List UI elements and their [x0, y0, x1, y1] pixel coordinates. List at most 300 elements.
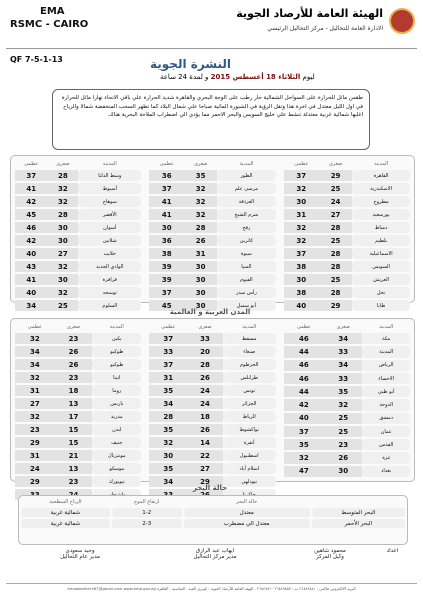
city-row — [15, 476, 141, 487]
temp-min: 27 — [48, 248, 79, 259]
temp-max: 36 — [149, 235, 184, 246]
city-row — [149, 346, 275, 357]
city-row — [284, 439, 410, 450]
temp-min: 23 — [55, 476, 92, 487]
header-min: صغرى — [198, 324, 212, 330]
city-row — [284, 333, 410, 344]
city-row — [15, 196, 141, 207]
city-row — [284, 373, 410, 384]
header-city: المدينة — [109, 324, 124, 330]
city-name: مرسى علم — [217, 183, 276, 194]
city-name: مسقط — [223, 333, 276, 344]
city-row — [15, 398, 141, 409]
city-row — [284, 274, 410, 285]
city-name: فرافرة — [78, 274, 141, 285]
temp-min: 25 — [319, 235, 352, 246]
city-row — [15, 300, 141, 311]
city-row — [15, 437, 141, 448]
temp-min: 35 — [324, 386, 362, 397]
temp-max: 45 — [149, 300, 184, 311]
city-row — [15, 209, 141, 220]
sea-header-wave: ارتفاع الموج — [134, 499, 160, 505]
city-name: رفح — [217, 222, 276, 233]
temp-max: 32 — [15, 333, 55, 344]
temp-max: 33 — [149, 346, 187, 357]
temp-min: 25 — [324, 426, 362, 437]
date-value: الثلاثاء 18 أغسطس 2015 — [210, 73, 301, 81]
city-name: موسكو — [92, 463, 141, 474]
temp-max: 30 — [284, 274, 319, 285]
signature-name: ايهاب عبد الرازق — [195, 548, 235, 554]
city-row — [15, 411, 141, 422]
city-row — [284, 452, 410, 463]
temp-max: 32 — [15, 411, 55, 422]
sea-section-title: حالة البحر — [192, 484, 228, 492]
city-name: الرياض — [362, 360, 410, 371]
city-row — [149, 463, 275, 474]
ema-logo — [389, 8, 415, 34]
temp-max: 40 — [284, 300, 319, 311]
temp-max: 38 — [284, 287, 319, 298]
sea-area: البحر المتوسط — [312, 508, 405, 517]
temp-max: 46 — [284, 360, 325, 371]
temp-max: 23 — [15, 424, 55, 435]
city-name: العريش — [352, 274, 410, 285]
header-city: المدينة — [239, 161, 254, 167]
city-row — [284, 287, 410, 298]
city-name: الاحساء — [362, 373, 410, 384]
city-name: أسوان — [78, 222, 141, 233]
temp-max: 42 — [15, 235, 48, 246]
city-name: روما — [92, 385, 141, 396]
temp-min: 34 — [324, 360, 362, 371]
city-name: طابا — [352, 300, 410, 311]
temp-min: 25 — [319, 274, 352, 285]
signature-name: اعداد — [386, 548, 399, 554]
temp-min: 32 — [48, 261, 79, 272]
city-name: طوكيو — [92, 346, 141, 357]
city-row — [15, 235, 141, 246]
city-name: سيوة — [217, 248, 276, 259]
temp-min: 18 — [187, 411, 223, 422]
city-name: نيويورك — [92, 476, 141, 487]
header-city: المدينة — [379, 324, 394, 331]
header-city: المدينة — [102, 161, 117, 167]
signature-block — [40, 548, 120, 560]
city-row — [15, 372, 141, 383]
header-city: المدينة — [242, 324, 257, 330]
temp-max: 34 — [15, 346, 55, 357]
city-name: مونتريال — [92, 450, 141, 461]
temp-max: 39 — [149, 274, 184, 285]
temp-max: 35 — [149, 463, 187, 474]
city-row — [284, 170, 410, 181]
temp-min: 28 — [319, 261, 352, 272]
city-name: اثينا — [92, 372, 141, 383]
city-row — [149, 170, 275, 181]
temp-min: 28 — [48, 209, 79, 220]
sea-wind: شمالية غربية — [21, 519, 110, 528]
city-name: الاسماعيلية — [352, 248, 410, 259]
temp-max: 46 — [284, 333, 325, 344]
city-row — [284, 196, 410, 207]
temp-max: 34 — [15, 359, 55, 370]
signature-block — [375, 548, 410, 554]
signature-title: وكيل المركز — [316, 554, 344, 560]
temp-min: 15 — [55, 424, 92, 435]
city-name: شرم الشيخ — [217, 209, 276, 220]
temp-max: 37 — [149, 359, 187, 370]
temp-max: 47 — [284, 466, 325, 477]
temp-min: 14 — [187, 437, 223, 448]
city-name: أنقرة — [223, 437, 276, 448]
city-row — [15, 287, 141, 298]
temp-max: 37 — [149, 333, 187, 344]
city-row — [15, 183, 141, 194]
city-name: الاسكندرية — [352, 183, 410, 194]
footer-contact: emaweather567@gmail.com www.ema.gov.eg البريد الالكتروني فاكس : ٢٦٨٤٩٨٤١ ت : ٢٦٨٤٩٨٥٧ ٢٦٨٤٩٨٦٠ - الهيئة العامة للأرصاد الجوية - كوبري القبة - العباسية - القاهرة — [6, 583, 417, 591]
temp-max: 30 — [149, 222, 184, 233]
temp-max: 37 — [284, 170, 319, 181]
header-max: عظمى — [24, 161, 39, 167]
temp-max: 32 — [149, 437, 187, 448]
city-name: أبو ظبي — [362, 386, 410, 397]
temp-min: 26 — [324, 452, 362, 463]
city-row — [284, 346, 410, 357]
temp-min: 27 — [187, 463, 223, 474]
temp-min: 30 — [184, 287, 217, 298]
temp-min: 30 — [48, 235, 79, 246]
temp-min: 23 — [55, 333, 92, 344]
temp-max: 32 — [284, 452, 325, 463]
signature-title: مدير مركز التحاليل — [193, 554, 237, 560]
temp-min: 29 — [319, 300, 352, 311]
header-max: عظمى — [294, 161, 309, 167]
city-row — [149, 274, 275, 285]
temp-max: 28 — [149, 411, 187, 422]
city-name: القدس — [362, 439, 410, 450]
city-row — [284, 426, 410, 437]
temp-min: 23 — [324, 439, 362, 450]
city-temperature-table — [149, 158, 275, 313]
city-name: دمشق — [362, 413, 410, 424]
city-row — [149, 333, 275, 344]
temp-max: 41 — [149, 196, 184, 207]
sea-state: معتدل الي مضطرب — [184, 519, 310, 528]
temp-min: 28 — [319, 287, 352, 298]
temp-max: 46 — [15, 222, 48, 233]
temp-min: 34 — [324, 333, 362, 344]
forecast-text: طقس مائل للحرارة على السواحل الشمالية حار رطب على الوجة البحري والقاهرة شديد الحرارة علي باقي الانحاء نهارا مائل للحرارة في اول الليل معتدل في اخرة هذا وتقل الرؤية في الشبورة المائية صباحا علي شمال البلاد كما تظهر السحب المنخفضة شمالا والرياح اغلبها شمالية غربية معتدلة تنشط علي خليج السويس والبحر الاحمر مما يؤدي الي اضطراب الملاحة البحرية هناك. — [52, 89, 370, 150]
temp-min: 24 — [187, 385, 223, 396]
temp-max: 46 — [284, 373, 325, 384]
city-name: الرباط — [223, 411, 276, 422]
temp-max: 37 — [284, 248, 319, 259]
city-row — [149, 411, 275, 422]
city-name: دمياط — [352, 222, 410, 233]
temp-max: 37 — [284, 426, 325, 437]
form-code: QF 7-5-1-13 — [10, 55, 63, 64]
city-row — [149, 196, 275, 207]
bulletin-date — [160, 73, 315, 81]
sea-header-state: حالة البحر — [236, 499, 258, 505]
temp-max: 24 — [15, 463, 55, 474]
city-row — [284, 235, 410, 246]
city-name: الطور — [217, 170, 276, 181]
world-cities-panel — [10, 318, 415, 486]
temp-min: 25 — [48, 300, 79, 311]
sea-state-panel — [18, 495, 408, 545]
temp-max: 38 — [284, 261, 319, 272]
signature-name: وحيد سعودي — [65, 548, 95, 554]
city-row — [149, 248, 275, 259]
city-row — [15, 359, 141, 370]
city-row — [149, 209, 275, 220]
temp-max: 42 — [15, 196, 48, 207]
temp-min: 20 — [187, 346, 223, 357]
temp-min: 30 — [184, 261, 217, 272]
city-row — [15, 170, 141, 181]
city-name: بورسعيد — [352, 209, 410, 220]
temp-max: 31 — [15, 450, 55, 461]
city-name: وسط الدلتا — [78, 170, 141, 181]
temp-min: 24 — [319, 196, 352, 207]
city-temperature-table — [284, 321, 410, 479]
temp-min: 33 — [187, 333, 223, 344]
city-row — [15, 261, 141, 272]
city-row — [284, 261, 410, 272]
temp-max: 39 — [149, 261, 184, 272]
city-name: الجزائر — [223, 398, 276, 409]
temp-max: 34 — [15, 300, 48, 311]
temp-max: 44 — [284, 346, 325, 357]
temp-min: 30 — [48, 274, 79, 285]
temp-max: 40 — [15, 248, 48, 259]
sea-area: البحر الأحمر — [312, 519, 405, 528]
city-name: المنيا — [217, 261, 276, 272]
city-row — [149, 261, 275, 272]
sea-wave: 2-3 — [112, 519, 182, 528]
date-suffix: و لمدة 24 ساعة — [160, 73, 209, 81]
city-row — [15, 248, 141, 259]
temp-min: 33 — [324, 346, 362, 357]
temp-min: 21 — [55, 450, 92, 461]
temp-max: 32 — [284, 235, 319, 246]
city-name: المدينة — [362, 346, 410, 357]
city-name: كاترين — [217, 235, 276, 246]
temp-max: 29 — [15, 476, 55, 487]
temp-max: 34 — [149, 398, 187, 409]
temp-max: 27 — [15, 398, 55, 409]
city-name: بكين — [92, 333, 141, 344]
city-name: طرابلس — [223, 372, 276, 383]
city-row — [149, 222, 275, 233]
temp-max: 31 — [149, 372, 187, 383]
page-title: النشرة الجوية — [150, 57, 232, 71]
city-temperature-table — [15, 158, 141, 313]
city-row — [284, 183, 410, 194]
temp-min: 30 — [184, 274, 217, 285]
city-name: الفيوم — [217, 274, 276, 285]
date-prefix: ليوم — [302, 73, 315, 81]
world-section-title: المدن العربية و العالمية — [169, 308, 251, 316]
temp-min: 32 — [184, 183, 217, 194]
sea-header-area — [312, 498, 405, 506]
city-name: توسجه — [78, 287, 141, 298]
city-row — [284, 300, 410, 311]
city-name: الدوحة — [362, 399, 410, 410]
temp-max: 35 — [149, 385, 187, 396]
temp-max: 34 — [149, 476, 187, 487]
temp-max: 45 — [15, 209, 48, 220]
temp-max: 41 — [15, 183, 48, 194]
temp-min: 26 — [55, 359, 92, 370]
temp-min: 32 — [48, 287, 79, 298]
temp-max: 30 — [284, 196, 319, 207]
temp-max: 35 — [149, 424, 187, 435]
city-name: رأس سدر — [217, 287, 276, 298]
header-min: صغرى — [56, 161, 70, 167]
city-row — [15, 450, 141, 461]
temp-max: 42 — [284, 399, 325, 410]
city-name: مدريد — [92, 411, 141, 422]
city-temperature-table — [15, 321, 141, 502]
header-min: صغرى — [328, 161, 343, 167]
header-max: عظمى — [159, 161, 174, 167]
city-name: الأقصر — [78, 209, 141, 220]
temp-min: 24 — [187, 398, 223, 409]
city-row — [149, 359, 275, 370]
city-name: جنيف — [92, 437, 141, 448]
city-row — [284, 222, 410, 233]
egypt-cities-panel — [10, 155, 415, 310]
city-row — [15, 222, 141, 233]
city-name: الغردقة — [217, 196, 276, 207]
signature-block — [170, 548, 260, 560]
signature-name: محمود شاهين — [314, 548, 346, 554]
sea-row — [21, 508, 405, 517]
header-city: المدينة — [374, 161, 389, 167]
temp-min: 33 — [324, 373, 362, 384]
sea-header-wind: الرياح السطحية — [49, 499, 82, 505]
city-row — [15, 274, 141, 285]
header-max: عظمى — [27, 324, 42, 330]
temp-max: 38 — [149, 248, 184, 259]
city-name: مطروح — [352, 196, 410, 207]
city-row — [15, 385, 141, 396]
city-name: القاهرة — [352, 170, 410, 181]
temp-max: 36 — [149, 170, 184, 181]
city-temperature-table — [284, 158, 410, 313]
city-row — [15, 346, 141, 357]
city-name: السويس — [352, 261, 410, 272]
temp-min: 25 — [324, 413, 362, 424]
city-row — [149, 437, 275, 448]
temp-min: 27 — [319, 209, 352, 220]
city-row — [149, 372, 275, 383]
sea-state: معتدل — [184, 508, 310, 517]
city-row — [284, 466, 410, 477]
sea-wind: شمالية غربية — [21, 508, 110, 517]
temp-min: 26 — [55, 346, 92, 357]
temp-min: 28 — [48, 170, 79, 181]
signature-title: مدير عام التحاليل — [60, 554, 100, 560]
temp-max: 37 — [149, 287, 184, 298]
city-name: الوادي الجديد — [78, 261, 141, 272]
city-name: اسلام أباد — [223, 463, 276, 474]
sea-row — [21, 519, 405, 528]
temp-min: 32 — [48, 196, 79, 207]
city-name: سوهاج — [78, 196, 141, 207]
temp-max: 43 — [15, 261, 48, 272]
city-name: طوكيو — [92, 359, 141, 370]
temp-max: 31 — [284, 209, 319, 220]
city-name: نواكشوط — [223, 424, 276, 435]
temp-min: 30 — [184, 300, 217, 311]
city-name: الخرطوم — [223, 359, 276, 370]
temp-max: 30 — [149, 450, 187, 461]
temp-min: 28 — [319, 248, 352, 259]
city-row — [284, 399, 410, 410]
temp-min: 28 — [184, 222, 217, 233]
temp-max: 37 — [149, 183, 184, 194]
temp-min: 28 — [187, 359, 223, 370]
city-row — [284, 386, 410, 397]
header-divider — [6, 48, 417, 49]
city-name: أبو سمبل — [217, 300, 276, 311]
city-name: لندن — [92, 424, 141, 435]
temp-max: 29 — [15, 437, 55, 448]
city-name: شلاتين — [78, 235, 141, 246]
city-row — [284, 248, 410, 259]
temp-max: 44 — [284, 386, 325, 397]
city-row — [149, 287, 275, 298]
temp-max: 32 — [15, 372, 55, 383]
temp-max: 40 — [15, 287, 48, 298]
temp-max: 37 — [15, 170, 48, 181]
temp-min: 31 — [184, 248, 217, 259]
temp-min: 23 — [55, 372, 92, 383]
city-row — [284, 413, 410, 424]
city-row — [15, 463, 141, 474]
city-name: أسيوط — [78, 183, 141, 194]
city-name: بغداد — [362, 466, 410, 477]
temp-min: 32 — [184, 196, 217, 207]
header — [0, 0, 423, 48]
city-name: نيودلهي — [223, 476, 276, 487]
sea-wave: 1-2 — [112, 508, 182, 517]
temp-min: 30 — [324, 466, 362, 477]
temp-min: 26 — [187, 424, 223, 435]
header-max: عظمى — [161, 324, 176, 330]
temp-min: 28 — [319, 222, 352, 233]
city-name: تونس — [223, 385, 276, 396]
temp-min: 17 — [55, 411, 92, 422]
temp-min: 29 — [187, 476, 223, 487]
city-row — [284, 209, 410, 220]
city-temperature-table — [149, 321, 275, 502]
city-name: باريس — [92, 398, 141, 409]
temp-max: 32 — [284, 183, 319, 194]
city-row — [149, 424, 275, 435]
city-name: عمان — [362, 426, 410, 437]
temp-min: 13 — [55, 398, 92, 409]
temp-min: 35 — [184, 170, 217, 181]
city-name: صنعاء — [223, 346, 276, 357]
header-min: صغرى — [193, 161, 208, 167]
city-name: مكة — [362, 333, 410, 344]
temp-min: 29 — [319, 170, 352, 181]
